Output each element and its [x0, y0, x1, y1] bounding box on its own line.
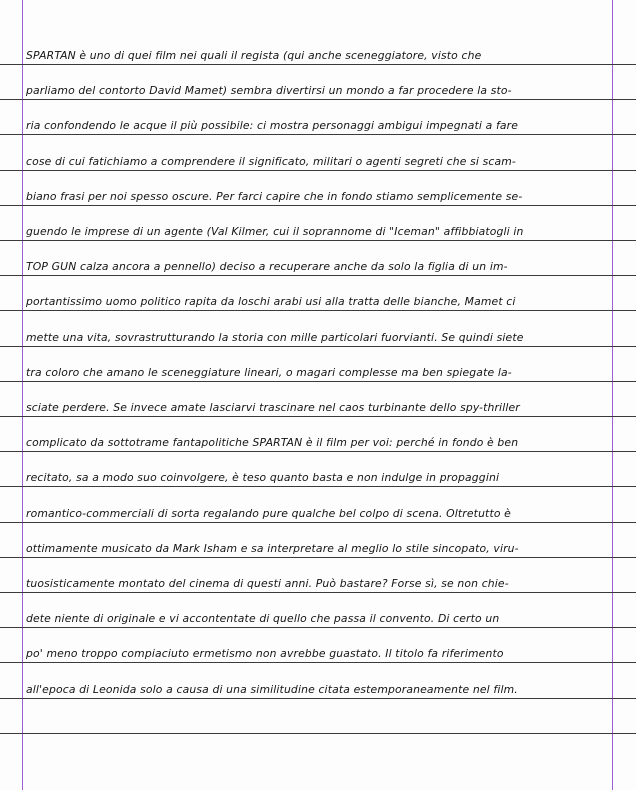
text-line: recitato, sa a modo suo coinvolgere, è teso quanto basta e non indulge in propaggini [26, 471, 500, 484]
text-line: biano frasi per noi spesso oscure. Per farci capire che in fondo stiamo semplicemente se- [26, 190, 523, 203]
text-line: dete niente di originale e vi accontentate di quello che passa il convento. Di certo un [26, 612, 500, 625]
text-line: cose di cui fatichiamo a comprendere il significato, militari o agenti segreti che si scam- [26, 155, 516, 168]
left-margin-line [22, 0, 23, 790]
text-line: complicato da sottotrame fantapolitiche SPARTAN è il film per voi: perché in fondo è ben [26, 436, 519, 449]
text-line: portantissimo uomo politico rapita da loschi arabi usi alla tratta delle bianche, Mamet ci [26, 295, 516, 308]
text-line: TOP GUN calza ancora a pennello) deciso a recuperare anche da solo la figlia di un im- [26, 260, 508, 273]
text-line: parliamo del contorto David Mamet) sembra divertirsi un mondo a far procedere la sto- [26, 84, 512, 97]
text-line: tuosisticamente montato del cinema di questi anni. Può bastare? Forse sì, se non chie- [26, 577, 509, 590]
text-line: mette una vita, sovrastrutturando la storia con mille particolari fuorvianti. Se quindi siete [26, 331, 524, 344]
text-line: romantico-commerciali di sorta regalando pure qualche bel colpo di scena. Oltretutto è [26, 507, 511, 520]
text-line: ria confondendo le acque il più possibile: ci mostra personaggi ambigui impegnati a fare [26, 119, 519, 132]
text-line: all'epoca di Leonida solo a causa di una similitudine citata estemporaneamente nel film. [26, 683, 518, 696]
text-line: guendo le imprese di un agente (Val Kilmer, cui il soprannome di "Iceman" affibbiatogli in [26, 225, 524, 238]
text-line: SPARTAN è uno di quei film nei quali il regista (qui anche sceneggiatore, visto che [26, 49, 482, 62]
text-line: po' meno troppo compiaciuto ermetismo non avrebbe guastato. Il titolo fa riferimento [26, 647, 504, 660]
text-line: tra coloro che amano le sceneggiature lineari, o magari complesse ma ben spiegate la- [26, 366, 512, 379]
text-line: ottimamente musicato da Mark Isham e sa interpretare al meglio lo stile sincopato, viru- [26, 542, 519, 555]
text-line: sciate perdere. Se invece amate lasciarvi trascinare nel caos turbinante dello spy-thriller [26, 401, 520, 414]
handwritten-text [26, 0, 632, 790]
